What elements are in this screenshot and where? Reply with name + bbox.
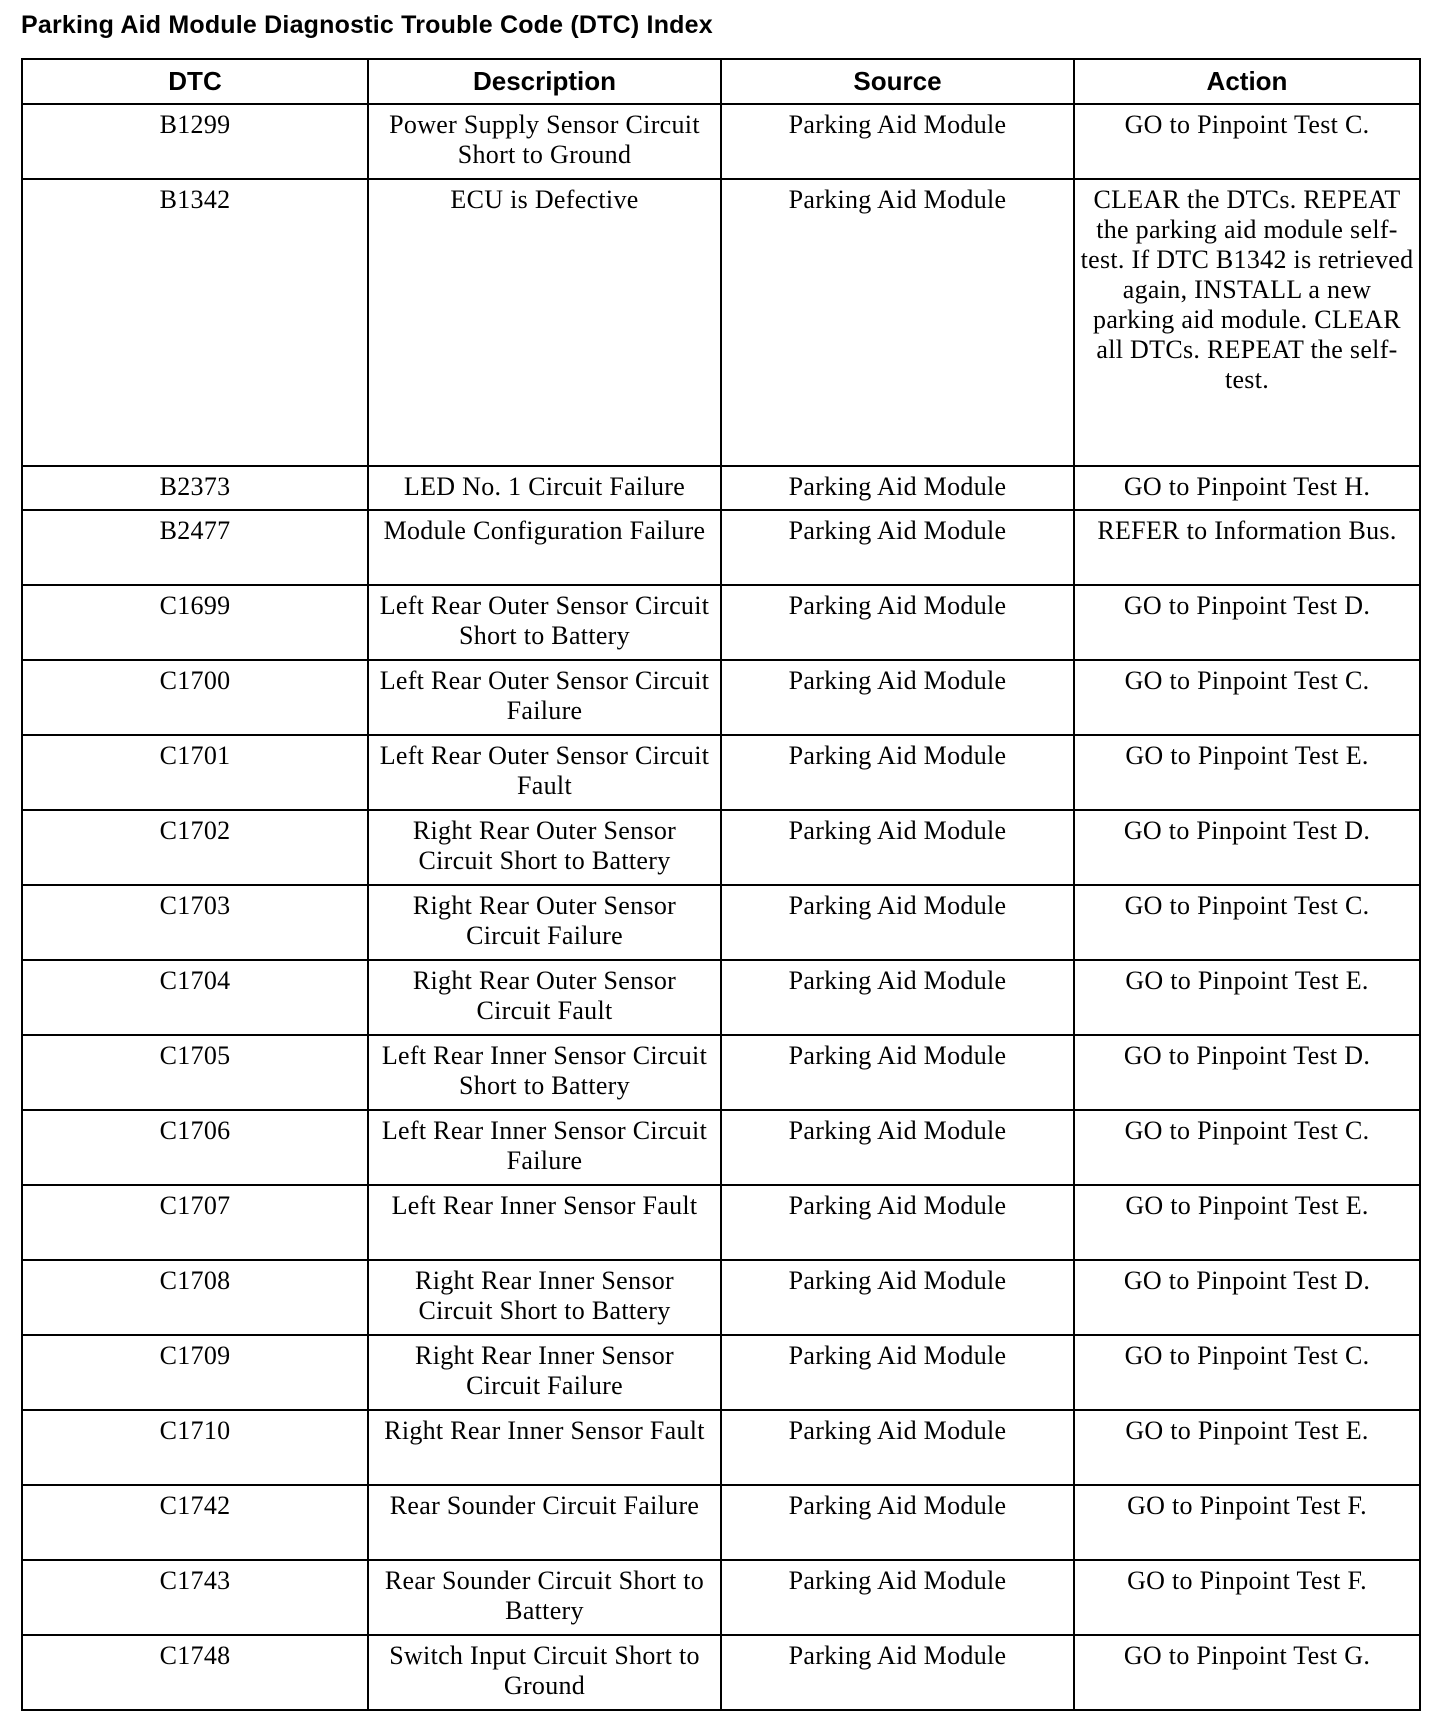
dtc-description: ECU is Defective xyxy=(368,179,721,466)
dtc-description: Left Rear Inner Sensor Circuit Short to Battery xyxy=(368,1035,721,1110)
dtc-code: C1705 xyxy=(22,1035,368,1110)
table-row xyxy=(22,1485,1420,1560)
dtc-code: B1299 xyxy=(22,104,368,179)
dtc-code: C1709 xyxy=(22,1335,368,1410)
dtc-source: Parking Aid Module xyxy=(721,1410,1074,1485)
table-row xyxy=(22,510,1420,585)
dtc-action: GO to Pinpoint Test E. xyxy=(1074,1410,1420,1485)
dtc-code: B2373 xyxy=(22,466,368,510)
dtc-action: GO to Pinpoint Test C. xyxy=(1074,104,1420,179)
dtc-code: C1748 xyxy=(22,1635,368,1710)
table-row xyxy=(22,1560,1420,1635)
dtc-action: CLEAR the DTCs. REPEAT the parking aid module self-test. If DTC B1342 is retrieved again, INSTALL a new parking aid module. CLEAR all DTCs. REPEAT the self-test. xyxy=(1074,179,1420,466)
table-row xyxy=(22,810,1420,885)
dtc-action: GO to Pinpoint Test D. xyxy=(1074,1260,1420,1335)
dtc-action: GO to Pinpoint Test E. xyxy=(1074,735,1420,810)
dtc-action: GO to Pinpoint Test G. xyxy=(1074,1635,1420,1710)
dtc-code: C1699 xyxy=(22,585,368,660)
table-row xyxy=(22,466,1420,510)
dtc-description: Rear Sounder Circuit Short to Battery xyxy=(368,1560,721,1635)
dtc-action: GO to Pinpoint Test C. xyxy=(1074,885,1420,960)
dtc-source: Parking Aid Module xyxy=(721,104,1074,179)
dtc-action: GO to Pinpoint Test F. xyxy=(1074,1560,1420,1635)
dtc-code: C1742 xyxy=(22,1485,368,1560)
dtc-description: Right Rear Outer Sensor Circuit Fault xyxy=(368,960,721,1035)
dtc-source: Parking Aid Module xyxy=(721,1485,1074,1560)
table-row xyxy=(22,660,1420,735)
dtc-description: Power Supply Sensor Circuit Short to Ground xyxy=(368,104,721,179)
dtc-description: Right Rear Outer Sensor Circuit Failure xyxy=(368,885,721,960)
table-row xyxy=(22,960,1420,1035)
table-row xyxy=(22,1410,1420,1485)
dtc-code: C1700 xyxy=(22,660,368,735)
dtc-source: Parking Aid Module xyxy=(721,1110,1074,1185)
dtc-action: GO to Pinpoint Test E. xyxy=(1074,1185,1420,1260)
dtc-description: Left Rear Outer Sensor Circuit Fault xyxy=(368,735,721,810)
dtc-description: Right Rear Inner Sensor Circuit Short to Battery xyxy=(368,1260,721,1335)
dtc-description: Left Rear Outer Sensor Circuit Failure xyxy=(368,660,721,735)
table-row xyxy=(22,104,1420,179)
column-header-source: Source xyxy=(721,59,1074,104)
dtc-source: Parking Aid Module xyxy=(721,466,1074,510)
dtc-description: Right Rear Outer Sensor Circuit Short to Battery xyxy=(368,810,721,885)
dtc-table xyxy=(21,58,1421,1711)
table-row xyxy=(22,1185,1420,1260)
dtc-action: GO to Pinpoint Test C. xyxy=(1074,660,1420,735)
dtc-action: GO to Pinpoint Test H. xyxy=(1074,466,1420,510)
dtc-code: B1342 xyxy=(22,179,368,466)
dtc-source: Parking Aid Module xyxy=(721,810,1074,885)
table-row xyxy=(22,885,1420,960)
dtc-code: C1710 xyxy=(22,1410,368,1485)
column-header-action: Action xyxy=(1074,59,1420,104)
dtc-code: C1708 xyxy=(22,1260,368,1335)
dtc-source: Parking Aid Module xyxy=(721,1035,1074,1110)
dtc-code: C1701 xyxy=(22,735,368,810)
dtc-source: Parking Aid Module xyxy=(721,1185,1074,1260)
dtc-code: B2477 xyxy=(22,510,368,585)
dtc-code: C1743 xyxy=(22,1560,368,1635)
dtc-source: Parking Aid Module xyxy=(721,960,1074,1035)
table-row xyxy=(22,735,1420,810)
dtc-action: GO to Pinpoint Test D. xyxy=(1074,810,1420,885)
dtc-code: C1703 xyxy=(22,885,368,960)
dtc-code: C1704 xyxy=(22,960,368,1035)
dtc-action: REFER to Information Bus. xyxy=(1074,510,1420,585)
dtc-source: Parking Aid Module xyxy=(721,1560,1074,1635)
table-row xyxy=(22,1260,1420,1335)
dtc-code: C1702 xyxy=(22,810,368,885)
dtc-action: GO to Pinpoint Test C. xyxy=(1074,1335,1420,1410)
dtc-description: LED No. 1 Circuit Failure xyxy=(368,466,721,510)
dtc-source: Parking Aid Module xyxy=(721,1635,1074,1710)
dtc-action: GO to Pinpoint Test C. xyxy=(1074,1110,1420,1185)
table-row xyxy=(22,1035,1420,1110)
dtc-action: GO to Pinpoint Test E. xyxy=(1074,960,1420,1035)
dtc-source: Parking Aid Module xyxy=(721,179,1074,466)
dtc-action: GO to Pinpoint Test D. xyxy=(1074,1035,1420,1110)
table-row xyxy=(22,179,1420,466)
dtc-source: Parking Aid Module xyxy=(721,1260,1074,1335)
table-row xyxy=(22,1635,1420,1710)
page-title: Parking Aid Module Diagnostic Trouble Code (DTC) Index xyxy=(21,11,713,39)
table-row xyxy=(22,585,1420,660)
table-row xyxy=(22,1110,1420,1185)
dtc-description: Rear Sounder Circuit Failure xyxy=(368,1485,721,1560)
dtc-source: Parking Aid Module xyxy=(721,735,1074,810)
dtc-code: C1707 xyxy=(22,1185,368,1260)
dtc-source: Parking Aid Module xyxy=(721,1335,1074,1410)
dtc-action: GO to Pinpoint Test D. xyxy=(1074,585,1420,660)
table-row xyxy=(22,1335,1420,1410)
column-header-description: Description xyxy=(368,59,721,104)
dtc-source: Parking Aid Module xyxy=(721,885,1074,960)
dtc-description: Left Rear Outer Sensor Circuit Short to Battery xyxy=(368,585,721,660)
dtc-description: Switch Input Circuit Short to Ground xyxy=(368,1635,721,1710)
column-header-dtc: DTC xyxy=(22,59,368,104)
dtc-description: Right Rear Inner Sensor Circuit Failure xyxy=(368,1335,721,1410)
dtc-code: C1706 xyxy=(22,1110,368,1185)
dtc-action: GO to Pinpoint Test F. xyxy=(1074,1485,1420,1560)
dtc-description: Left Rear Inner Sensor Fault xyxy=(368,1185,721,1260)
dtc-description: Module Configuration Failure xyxy=(368,510,721,585)
table-header-row xyxy=(22,59,1420,104)
dtc-source: Parking Aid Module xyxy=(721,660,1074,735)
dtc-description: Right Rear Inner Sensor Fault xyxy=(368,1410,721,1485)
dtc-description: Left Rear Inner Sensor Circuit Failure xyxy=(368,1110,721,1185)
dtc-source: Parking Aid Module xyxy=(721,585,1074,660)
dtc-source: Parking Aid Module xyxy=(721,510,1074,585)
